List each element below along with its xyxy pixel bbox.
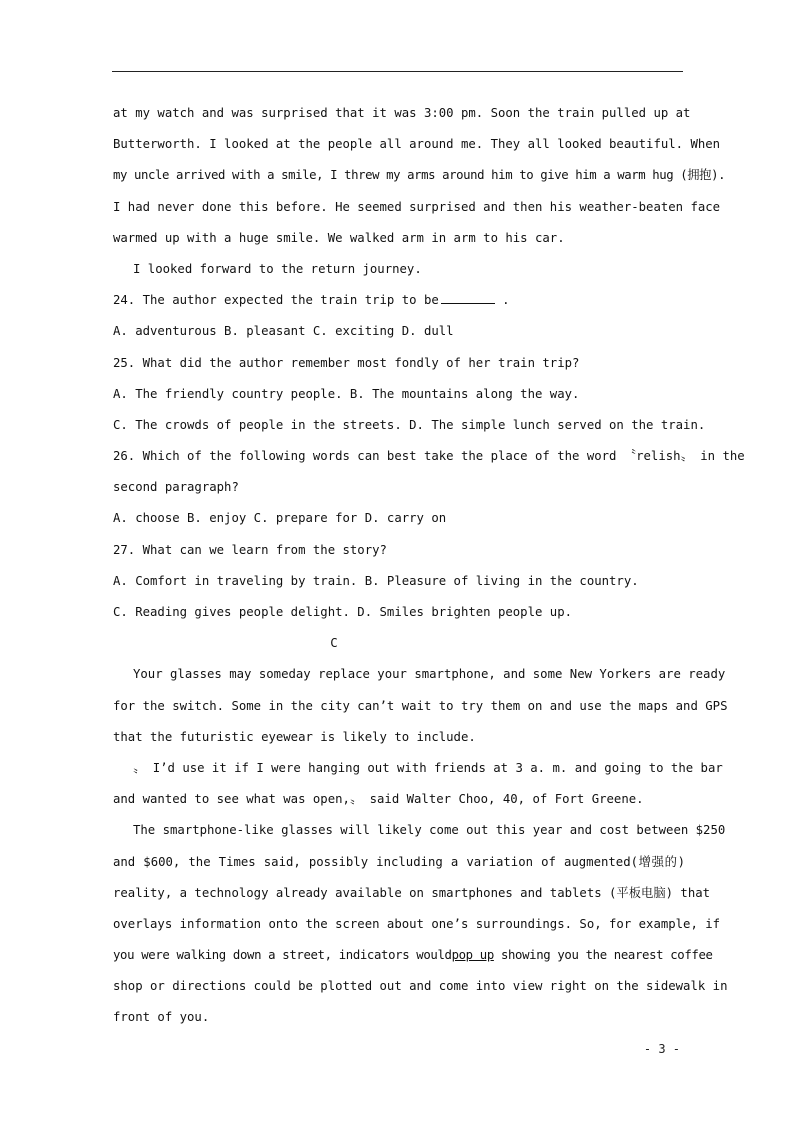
header-rule [112, 71, 683, 72]
question-27-stem: 27. What can we learn from the story? [113, 542, 387, 557]
question-24-tail: . [494, 293, 510, 308]
section-heading-c: C [330, 636, 338, 651]
answer-blank [441, 292, 495, 304]
passage-line: at my watch and was surprised that it was 3:00 pm. Soon the train pulled up at [113, 106, 691, 120]
passage-line: my uncle arrived with a smile, I threw my arms around him to give him a warm hug (拥抱). [113, 168, 726, 183]
question-26-stem-1: 26. Which of the following words can best take the place of the word 〝relish〟 in the [113, 449, 745, 464]
passage-line: Butterworth. I looked at the people all around me. They all looked beautiful. When [113, 137, 721, 152]
passage-line: and wanted to see what was open,〟 said Walter Choo, 40, of Fort Greene. [113, 792, 644, 807]
underlined-phrase: pop up [451, 948, 494, 963]
passage-line: The smartphone-like glasses will likely come out this year and cost between $250 [133, 823, 726, 838]
question-27-options-2: C. Reading gives people delight. D. Smiles brighten people up. [113, 605, 573, 619]
passage-line: overlays information onto the screen about one’s surroundings. So, for example, if [113, 916, 721, 931]
passage-line: I looked forward to the return journey. [133, 261, 422, 276]
question-24-stem [113, 285, 685, 316]
passage-line: warmed up with a huge smile. We walked arm in arm to his car. [113, 230, 565, 245]
passage-line [113, 940, 713, 971]
question-26-stem-2: second paragraph? [113, 480, 239, 495]
page-number: - 3 - [643, 1042, 680, 1056]
passage-line: and $600, the Times said, possibly including a variation of augmented(增强的) [113, 854, 685, 869]
question-25-stem: 25. What did the author remember most fondly of her train trip? [113, 355, 580, 370]
passage-line: Your glasses may someday replace your smartphone, and some New Yorkers are ready [133, 667, 726, 682]
question-27-options-1: A. Comfort in traveling by train. B. Pleasure of living in the country. [113, 573, 639, 588]
passage-line: shop or directions could be plotted out and come into view right on the sidewalk in [113, 979, 728, 994]
passage-line: for the switch. Some in the city can’t wait to try them on and use the maps and GPS [113, 698, 728, 713]
page-content [113, 98, 745, 1034]
passage-line: 〟 I’d use it if I were hanging out with friends at 3 a. m. and going to the bar [133, 760, 723, 775]
question-25-options-1: A. The friendly country people. B. The mountains along the way. [113, 386, 580, 401]
passage-line: front of you. [113, 1010, 210, 1025]
question-24-options: A. adventurous B. pleasant C. exciting D. dull [113, 324, 454, 339]
question-24-text: 24. The author expected the train trip to be [113, 293, 439, 308]
question-26-options: A. choose B. enjoy C. prepare for D. carry on [113, 511, 447, 526]
passage-line: that the futuristic eyewear is likely to include. [113, 729, 476, 744]
passage-text: showing you the nearest coffee [493, 948, 713, 963]
question-25-options-2: C. The crowds of people in the streets. D. The simple lunch served on the train. [113, 417, 706, 432]
passage-line: I had never done this before. He seemed surprised and then his weather-beaten face [113, 199, 721, 214]
passage-line: reality, a technology already available on smartphones and tablets (平板电脑) that [113, 885, 711, 900]
passage-text: you were walking down a street, indicators would [113, 948, 452, 963]
